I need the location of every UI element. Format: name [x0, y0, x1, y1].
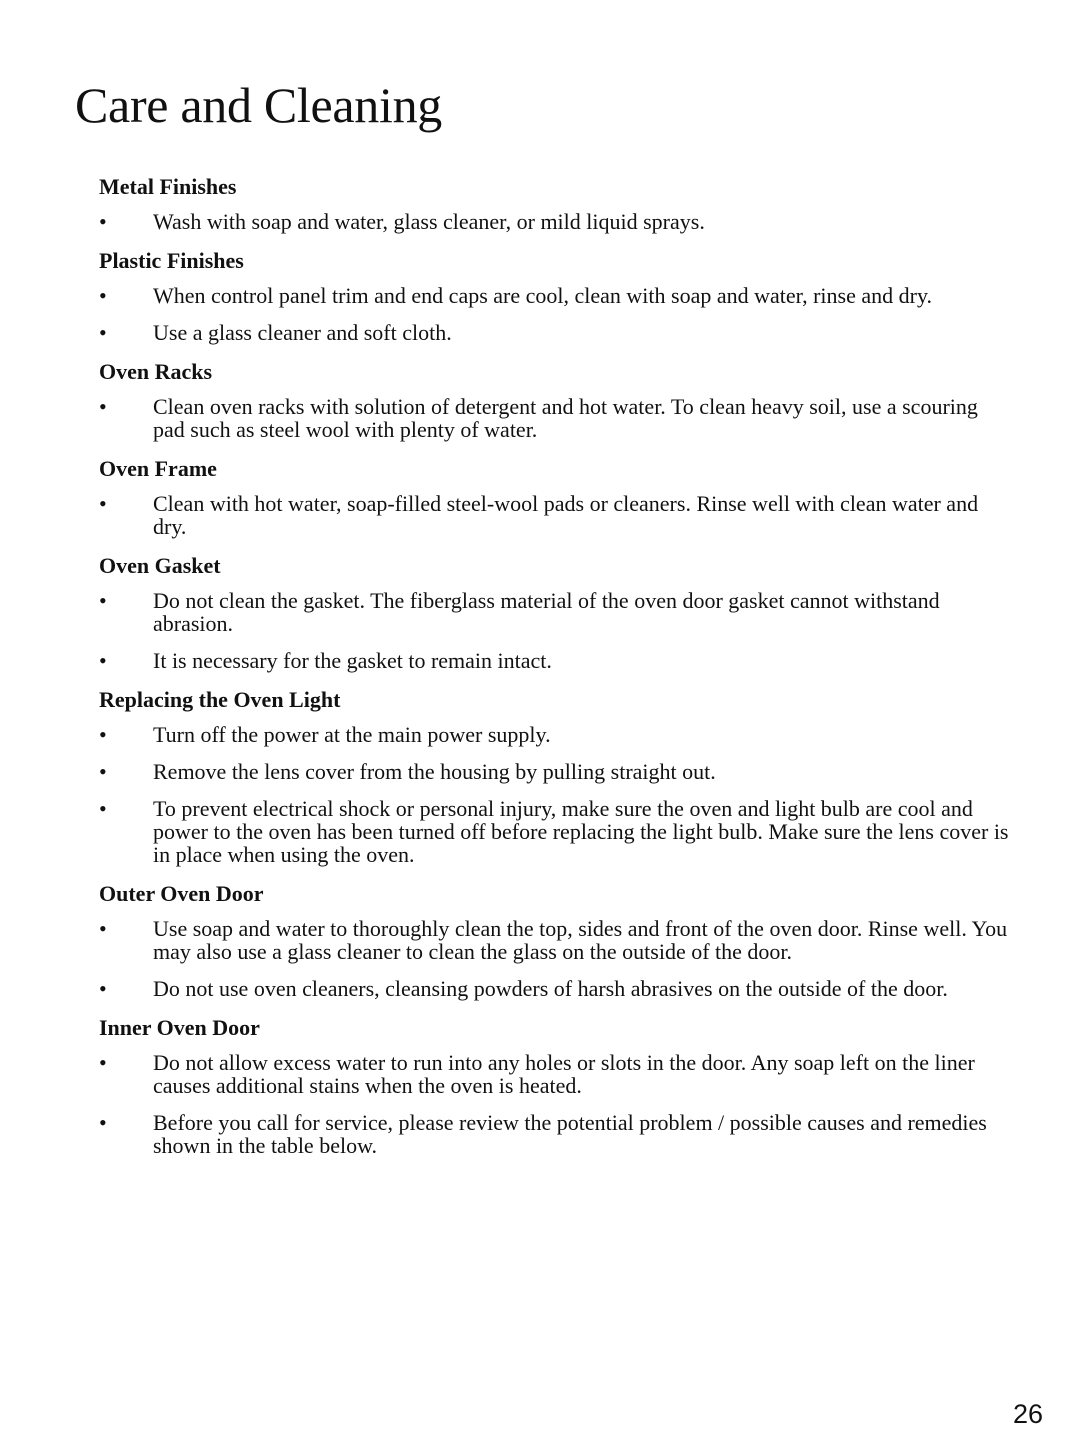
bullet-list — [99, 589, 1014, 672]
bullet-icon: • — [99, 796, 107, 821]
list-item — [99, 210, 1014, 233]
document-body — [99, 173, 1014, 1171]
bullet-list — [99, 917, 1014, 1000]
section-heading: Oven Gasket — [99, 553, 221, 578]
section — [99, 358, 1014, 441]
bullet-icon: • — [99, 648, 107, 673]
bullet-icon: • — [99, 491, 107, 516]
bullet-icon: • — [99, 1110, 107, 1135]
list-item-text: Clean with hot water, soap-filled steel-wool pads or cleaners. Rinse well with clean water and dry. — [153, 491, 979, 539]
bullet-list — [99, 395, 1014, 441]
list-item — [99, 649, 1014, 672]
list-item — [99, 797, 1014, 866]
list-item-text: It is necessary for the gasket to remain intact. — [153, 648, 552, 673]
list-item-text: Clean oven racks with solution of detergent and hot water. To clean heavy soil, use a scouring pad such as steel wool with plenty of water. — [153, 394, 978, 442]
list-item-text: Before you call for service, please review the potential problem / possible causes and remedies shown in the table below. — [153, 1110, 987, 1158]
bullet-icon: • — [99, 209, 107, 234]
list-item — [99, 723, 1014, 746]
page-number: 26 — [1012, 1399, 1043, 1429]
bullet-icon: • — [99, 759, 107, 784]
bullet-list — [99, 1051, 1014, 1157]
bullet-icon: • — [99, 976, 107, 1001]
bullet-icon: • — [99, 588, 107, 613]
list-item-text: Do not allow excess water to run into any holes or slots in the door. Any soap left on the liner causes additional stains when the oven is heated. — [153, 1050, 975, 1098]
section — [99, 455, 1014, 538]
bullet-list — [99, 210, 1014, 233]
list-item-text: Wash with soap and water, glass cleaner, or mild liquid sprays. — [153, 209, 705, 234]
section — [99, 173, 1014, 233]
bullet-icon: • — [99, 1050, 107, 1075]
section-heading: Plastic Finishes — [99, 248, 244, 273]
section — [99, 880, 1014, 1000]
list-item-text: Turn off the power at the main power supply. — [153, 722, 551, 747]
section-heading: Oven Racks — [99, 359, 213, 384]
section-heading: Oven Frame — [99, 456, 217, 481]
bullet-icon: • — [99, 394, 107, 419]
list-item-text: Use a glass cleaner and soft cloth. — [153, 320, 452, 345]
list-item — [99, 917, 1014, 963]
list-item — [99, 1111, 1014, 1157]
list-item-text: Do not clean the gasket. The fiberglass material of the oven door gasket cannot withstand abrasion. — [153, 588, 940, 636]
list-item — [99, 977, 1014, 1000]
list-item — [99, 395, 1014, 441]
section-heading: Outer Oven Door — [99, 881, 264, 906]
list-item — [99, 760, 1014, 783]
section — [99, 552, 1014, 672]
bullet-list — [99, 284, 1014, 344]
list-item-text: When control panel trim and end caps are cool, clean with soap and water, rinse and dry. — [153, 283, 933, 308]
section-heading: Inner Oven Door — [99, 1015, 260, 1040]
list-item — [99, 1051, 1014, 1097]
list-item — [99, 284, 1014, 307]
list-item-text: To prevent electrical shock or personal injury, make sure the oven and light bulb are cool and power to the oven has been turned off before replacing the light bulb. Make sure the lens cover is in place when using the oven. — [153, 796, 1009, 867]
bullet-icon: • — [99, 916, 107, 941]
list-item — [99, 589, 1014, 635]
list-item-text: Use soap and water to thoroughly clean the top, sides and front of the oven door. Rinse well. You may also use a glass cleaner to clean the glass on the outside of the door. — [153, 916, 1008, 964]
section-heading: Metal Finishes — [99, 174, 237, 199]
section — [99, 247, 1014, 344]
bullet-icon: • — [99, 722, 107, 747]
bullet-list — [99, 723, 1014, 866]
section-heading: Replacing the Oven Light — [99, 687, 341, 712]
section — [99, 686, 1014, 866]
list-item — [99, 321, 1014, 344]
section — [99, 1014, 1014, 1157]
page-title: Care and Cleaning — [75, 77, 442, 133]
list-item-text: Remove the lens cover from the housing by pulling straight out. — [153, 759, 716, 784]
bullet-icon: • — [99, 283, 107, 308]
bullet-list — [99, 492, 1014, 538]
list-item — [99, 492, 1014, 538]
list-item-text: Do not use oven cleaners, cleansing powders of harsh abrasives on the outside of the door. — [153, 976, 948, 1001]
bullet-icon: • — [99, 320, 107, 345]
